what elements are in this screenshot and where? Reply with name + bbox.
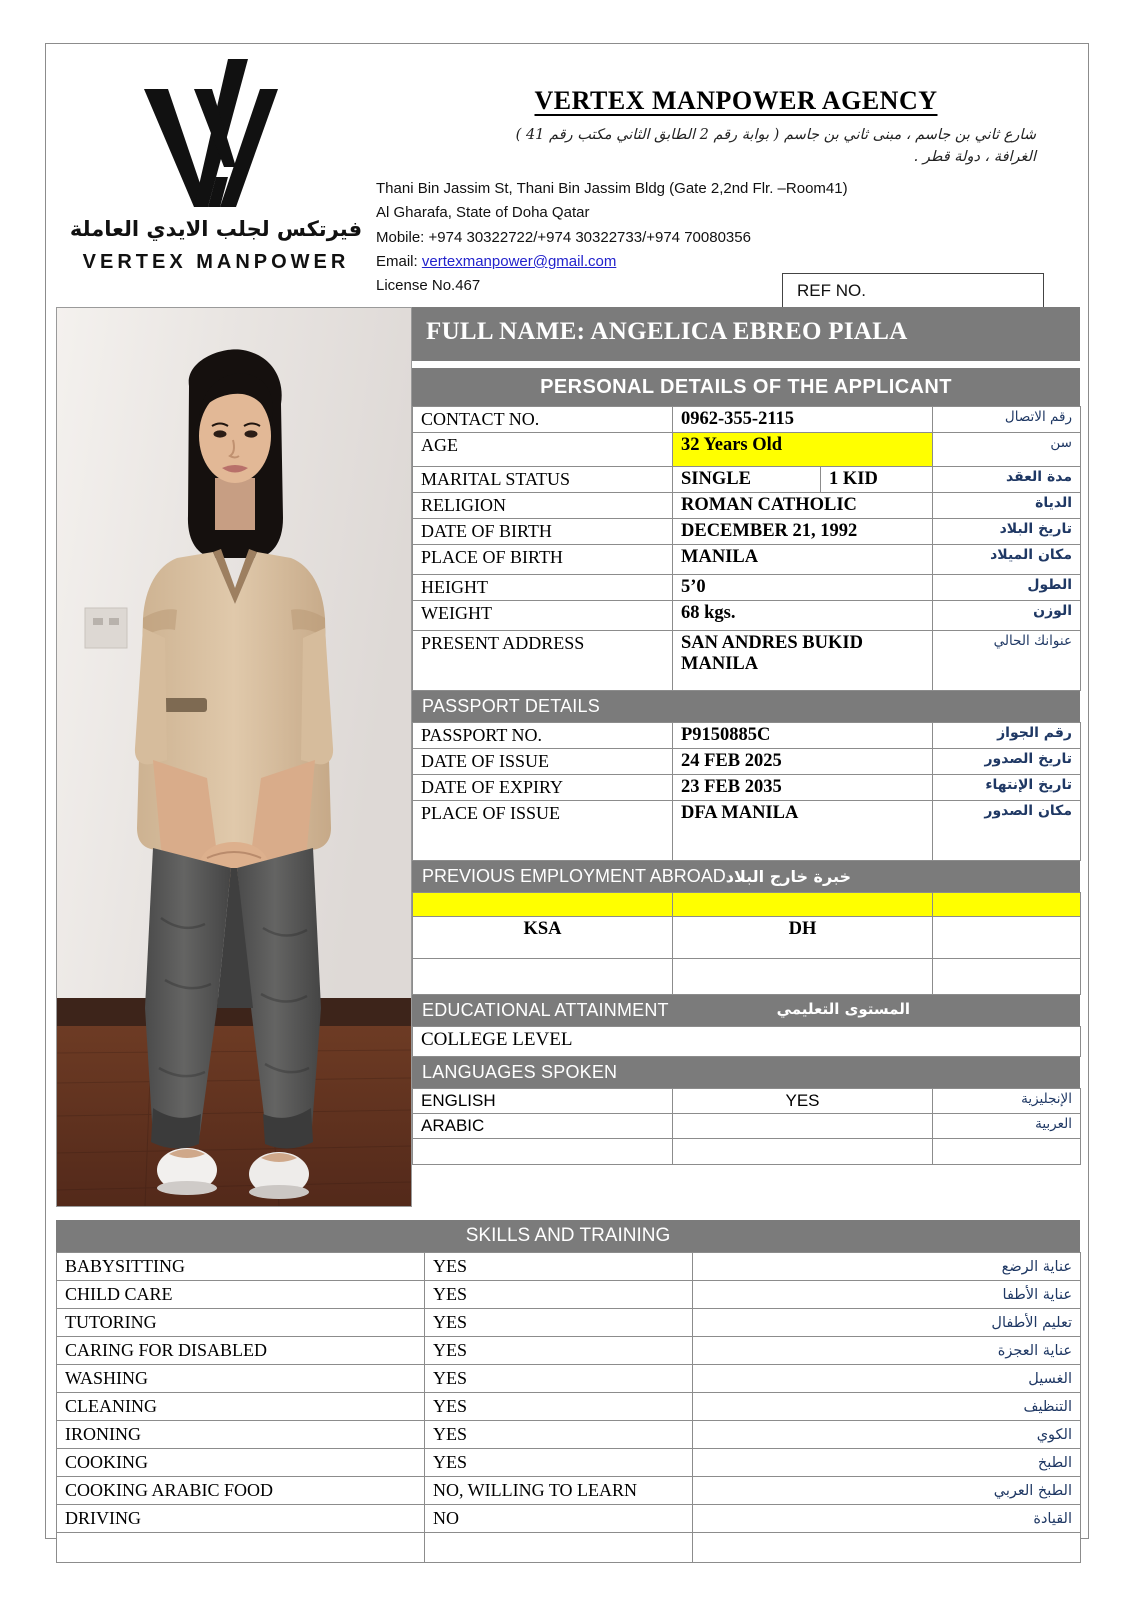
languages-label: LANGUAGES SPOKEN [422, 1062, 618, 1082]
language-value[interactable]: YES [673, 1089, 933, 1114]
applicant-photo [56, 307, 412, 1207]
email-address-link[interactable]: vertexmanpower@gmail.com [421, 252, 617, 270]
table-row [413, 1027, 1081, 1057]
education-label-en: EDUCATIONAL ATTAINMENT [422, 1000, 669, 1020]
table-row [413, 493, 1081, 519]
agency-name: VERTEX MANPOWER AGENCY [534, 86, 938, 115]
skill-value[interactable]: YES [425, 1421, 693, 1449]
row-arabic: مدة العقد [933, 467, 1081, 493]
language-name: ARABIC [413, 1114, 673, 1139]
previous-employment-label-ar: خبرة خارج البلاد [725, 867, 852, 886]
table-row [413, 433, 1081, 467]
mobile-line: Mobile: +974 30322722/+974 30322733/+974 70080356 [376, 228, 751, 246]
passport-details-body [413, 723, 1081, 861]
language-arabic: الإنجليزية [933, 1089, 1081, 1114]
table-row [413, 601, 1081, 631]
skill-arabic: القيادة [693, 1505, 1081, 1533]
table-row [413, 631, 1081, 691]
row-value[interactable]: 5’0 [673, 575, 933, 601]
table-row [57, 1477, 1081, 1505]
skill-name: COOKING [57, 1449, 425, 1477]
ref-no-box[interactable] [782, 273, 1044, 309]
education-header [412, 995, 1080, 1026]
employment-years[interactable] [933, 917, 1081, 959]
table-row [413, 801, 1081, 861]
applicant-details-panel [412, 307, 1080, 1165]
logo-english-text: VERTEX MANPOWER [82, 251, 350, 273]
education-value[interactable]: COLLEGE LEVEL [413, 1027, 1081, 1057]
skills-table [56, 1252, 1081, 1563]
row-arabic: تاريخ الإنتهاء [933, 775, 1081, 801]
table-row [413, 545, 1081, 575]
language-arabic [933, 1139, 1081, 1165]
row-value-highlighted[interactable]: 32 Years Old [673, 433, 933, 467]
skill-name: DRIVING [57, 1505, 425, 1533]
row-arabic: مكان الميلاد [933, 545, 1081, 575]
row-label: MARITAL STATUS [413, 467, 673, 493]
passport-details-header [412, 691, 1080, 722]
arabic-address [376, 124, 1036, 169]
table-row [413, 467, 1081, 493]
skill-value[interactable]: NO, WILLING TO LEARN [425, 1477, 693, 1505]
table-row [57, 1337, 1081, 1365]
skill-value[interactable]: YES [425, 1281, 693, 1309]
row-value[interactable]: SINGLE [673, 467, 821, 493]
skill-arabic: الغسيل [693, 1365, 1081, 1393]
row-value[interactable]: DFA MANILA [673, 801, 933, 861]
skill-value[interactable]: YES [425, 1337, 693, 1365]
table-row [57, 1505, 1081, 1533]
table-row [413, 893, 1081, 917]
table-row [413, 959, 1081, 995]
skill-arabic [693, 1533, 1081, 1563]
table-row [57, 1253, 1081, 1281]
skill-value[interactable]: YES [425, 1253, 693, 1281]
table-row [413, 407, 1081, 433]
license-line: License No.467 [376, 277, 481, 295]
skill-name: BABYSITTING [57, 1253, 425, 1281]
skills-body [57, 1253, 1081, 1563]
employment-country[interactable] [413, 893, 673, 917]
employment-country[interactable]: KSA [413, 917, 673, 959]
table-row [413, 1139, 1081, 1165]
previous-employment-header [412, 861, 1080, 892]
full-name-banner: FULL NAME: ANGELICA EBREO PIALA [412, 307, 1080, 361]
language-arabic: العربية [933, 1114, 1081, 1139]
personal-details-table [412, 406, 1081, 691]
skill-value[interactable]: YES [425, 1449, 693, 1477]
skill-name: IRONING [57, 1421, 425, 1449]
row-value[interactable]: 24 FEB 2025 [673, 749, 933, 775]
table-row [413, 1089, 1081, 1114]
table-row [413, 749, 1081, 775]
table-row [57, 1421, 1081, 1449]
company-logo [56, 49, 376, 299]
skill-arabic: التنظيف [693, 1393, 1081, 1421]
passport-details-label: PASSPORT DETAILS [422, 696, 600, 716]
previous-employment-body [413, 893, 1081, 995]
table-row [413, 723, 1081, 749]
row-arabic: الطول [933, 575, 1081, 601]
table-row [413, 1114, 1081, 1139]
employment-years[interactable] [933, 959, 1081, 995]
skill-name: CARING FOR DISABLED [57, 1337, 425, 1365]
table-row [57, 1393, 1081, 1421]
table-row [57, 1365, 1081, 1393]
skills-header: SKILLS AND TRAINING [56, 1220, 1080, 1252]
row-arabic: تاريخ البلاد [933, 519, 1081, 545]
address-line-2: Al Gharafa, State of Doha Qatar [376, 204, 590, 222]
address-line-1: Thani Bin Jassim St, Thani Bin Jassim Bldg (Gate 2,2nd Flr. –Room41) [376, 180, 848, 197]
row-value[interactable]: MANILA [673, 545, 933, 575]
arabic-address-line-1: شارع ثاني بن جاسم ، مبنى ثاني بن جاسم ( بوابة رقم 2 الطابق الثاني مكتب رقم 41 ) [515, 127, 1036, 143]
row-label: HEIGHT [413, 575, 673, 601]
skill-value[interactable]: YES [425, 1365, 693, 1393]
education-body [413, 1027, 1081, 1057]
personal-details-body [413, 407, 1081, 691]
row-label: AGE [413, 433, 673, 467]
education-label-ar: المستوى التعليمي [776, 1000, 910, 1018]
row-value-extra[interactable]: 1 KID [821, 467, 933, 493]
row-label: PLACE OF ISSUE [413, 801, 673, 861]
row-value[interactable]: ROMAN CATHOLIC [673, 493, 933, 519]
language-name [413, 1139, 673, 1165]
row-arabic: رقم الجواز [933, 723, 1081, 749]
row-label: WEIGHT [413, 601, 673, 631]
row-label: PASSPORT NO. [413, 723, 673, 749]
skill-arabic: الطبخ [693, 1449, 1081, 1477]
logo-arabic-text: فيرتكس لجلب الايدي العاملة [69, 217, 363, 241]
skill-name: COOKING ARABIC FOOD [57, 1477, 425, 1505]
row-label: PLACE OF BIRTH [413, 545, 673, 575]
skills-and-training-panel [56, 1220, 1080, 1563]
row-value[interactable]: P9150885C [673, 723, 933, 749]
row-arabic: سن [933, 433, 1081, 467]
language-value[interactable] [673, 1114, 933, 1139]
previous-employment-table [412, 892, 1081, 995]
skill-name [57, 1533, 425, 1563]
row-label: DATE OF BIRTH [413, 519, 673, 545]
row-arabic: عنوانك الحالي [933, 631, 1081, 691]
row-value[interactable]: 23 FEB 2035 [673, 775, 933, 801]
email-line [376, 250, 1076, 274]
ref-no-label: REF NO. [797, 281, 866, 300]
spacer [412, 361, 1080, 368]
employment-position[interactable] [673, 893, 933, 917]
skill-name: TUTORING [57, 1309, 425, 1337]
table-row [57, 1309, 1081, 1337]
languages-body [413, 1089, 1081, 1165]
employment-position[interactable] [673, 959, 933, 995]
skill-arabic: الطبخ العربي [693, 1477, 1081, 1505]
document-page [45, 43, 1089, 1539]
row-value[interactable]: DECEMBER 21, 1992 [673, 519, 933, 545]
skill-name: WASHING [57, 1365, 425, 1393]
skill-value[interactable]: NO [425, 1505, 693, 1533]
skill-value[interactable]: YES [425, 1309, 693, 1337]
passport-details-table [412, 722, 1081, 861]
email-label: Email: [376, 252, 418, 270]
table-row [413, 775, 1081, 801]
row-label: PRESENT ADDRESS [413, 631, 673, 691]
employment-position[interactable]: DH [673, 917, 933, 959]
row-arabic: الدياة [933, 493, 1081, 519]
skill-name: CHILD CARE [57, 1281, 425, 1309]
skill-value[interactable]: YES [425, 1393, 693, 1421]
education-table [412, 1026, 1081, 1057]
arabic-address-line-2: الغرافة ، دولة قطر . [913, 149, 1036, 166]
vertex-w-logo-icon [116, 57, 316, 217]
skill-arabic: عناية الأطفا [693, 1281, 1081, 1309]
language-name: ENGLISH [413, 1089, 673, 1114]
row-arabic: رقم الاتصال [933, 407, 1081, 433]
employment-country[interactable] [413, 959, 673, 995]
row-arabic: مكان الصدور [933, 801, 1081, 861]
table-row [57, 1449, 1081, 1477]
skill-arabic: عناية العجزة [693, 1337, 1081, 1365]
employment-years[interactable] [933, 893, 1081, 917]
table-row [413, 519, 1081, 545]
personal-details-header: PERSONAL DETAILS OF THE APPLICANT [412, 368, 1080, 406]
languages-header [412, 1057, 1080, 1088]
skill-arabic: عناية الرضع [693, 1253, 1081, 1281]
applicant-photo-image [57, 308, 411, 1206]
letterhead [46, 44, 1090, 306]
language-value[interactable] [673, 1139, 933, 1165]
table-row [57, 1281, 1081, 1309]
skill-name: CLEANING [57, 1393, 425, 1421]
row-label: DATE OF EXPIRY [413, 775, 673, 801]
table-row [413, 575, 1081, 601]
row-label: DATE OF ISSUE [413, 749, 673, 775]
languages-table [412, 1088, 1081, 1165]
skill-value[interactable] [425, 1533, 693, 1563]
table-row [413, 917, 1081, 959]
previous-employment-label-en: PREVIOUS EMPLOYMENT ABROAD [422, 866, 726, 886]
skill-arabic: الكوي [693, 1421, 1081, 1449]
row-label: CONTACT NO. [413, 407, 673, 433]
row-arabic: تاريخ الصدور [933, 749, 1081, 775]
row-value[interactable]: SAN ANDRES BUKID MANILA [673, 631, 933, 691]
table-row [57, 1533, 1081, 1563]
skill-arabic: تعليم الأطفال [693, 1309, 1081, 1337]
row-value[interactable]: 68 kgs. [673, 601, 933, 631]
row-label: RELIGION [413, 493, 673, 519]
row-arabic: الوزن [933, 601, 1081, 631]
row-value[interactable]: 0962-355-2115 [673, 407, 933, 433]
